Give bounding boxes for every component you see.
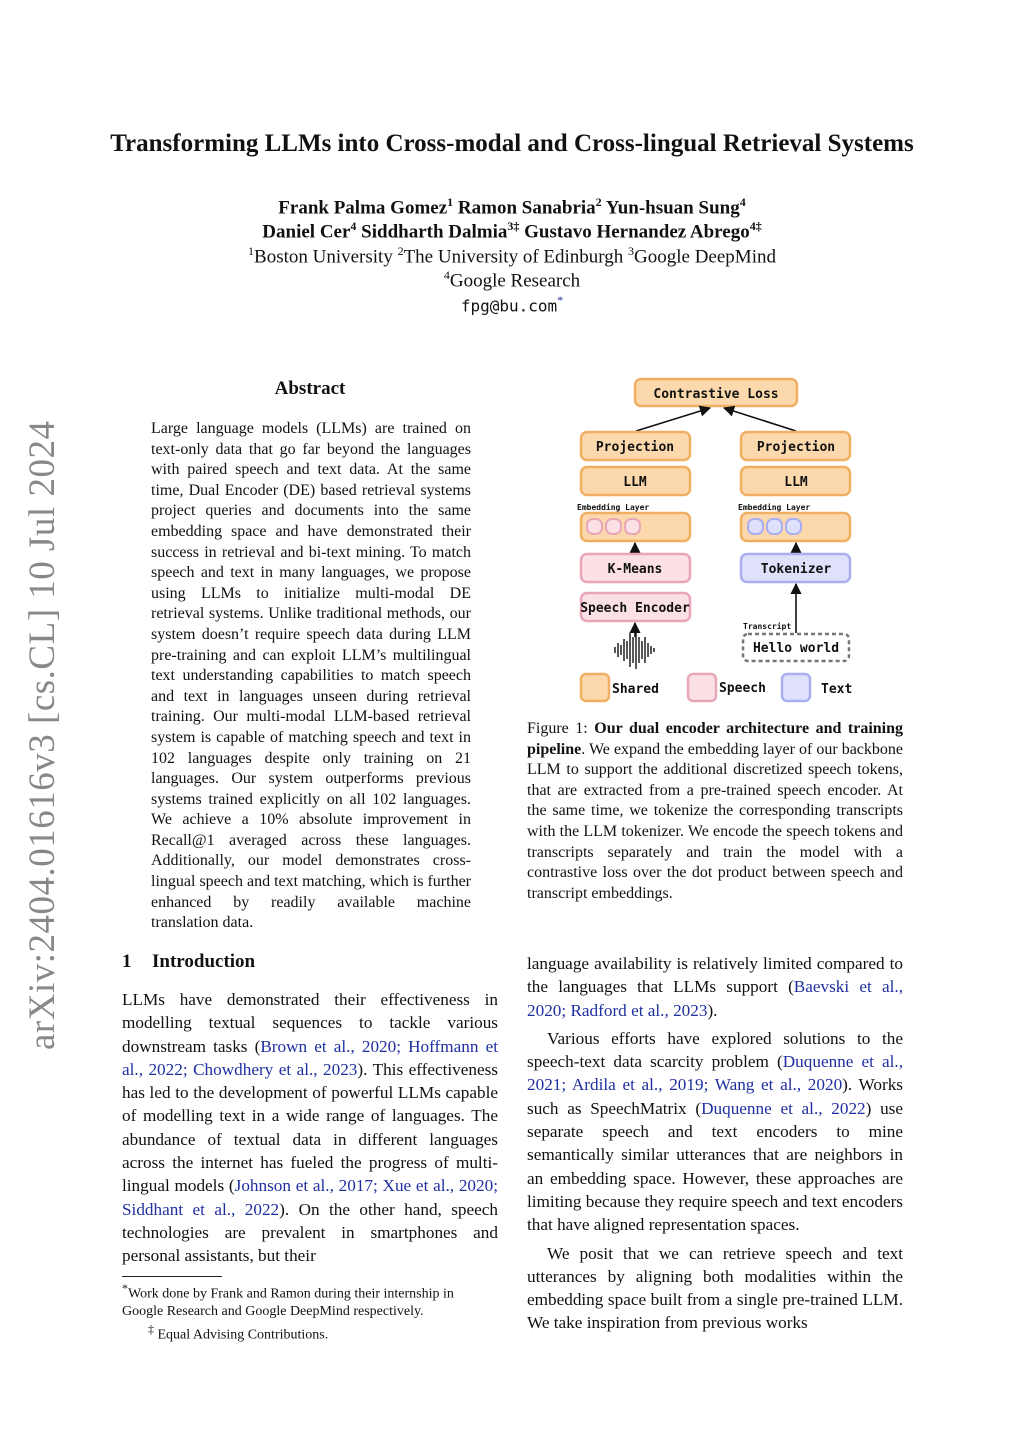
affiliations-line-2	[0, 268, 1024, 292]
citation-separator: ;	[493, 1176, 498, 1196]
embedding-layer-label-left: Embedding Layer	[577, 503, 650, 512]
footnote-1	[122, 1280, 498, 1321]
author-affil-mark: 4‡	[749, 219, 762, 233]
author-affil-mark: 4	[739, 195, 746, 209]
citation-link[interactable]: Chowdhery et al., 2023	[193, 1059, 358, 1079]
legend-speech-label: Speech	[719, 681, 766, 696]
affiliation: The University of Edinburgh	[403, 246, 624, 268]
caption-label: Figure 1:	[527, 720, 595, 737]
affiliation: Google Research	[449, 270, 581, 292]
caption-text: . We expand the embedding layer of our backbone LLM to support the additional discretized speech tokens, that are extracted from a pre-trained speech encoder. At the same time, we tokenize the corresponding transcripts with the LLM tokenizer. We encode the speech tokens and transcripts separately and train the model with a contrastive loss over the dot product between speech and transcript embeddings.	[527, 740, 903, 902]
text-token-icon	[767, 519, 782, 534]
intro-paragraph-1	[122, 988, 498, 1268]
architecture-figure	[570, 375, 870, 705]
paragraph-text: Various efforts have explored solutions to the speech-text data scarcity problem (	[527, 1028, 903, 1072]
footnote-divider	[122, 1276, 222, 1277]
citation-link[interactable]: Siddhant et al., 2022	[122, 1199, 280, 1219]
speech-encoder-label: Speech Encoder	[580, 601, 690, 616]
kmeans-label: K-Means	[607, 562, 663, 577]
legend-shared-swatch	[581, 674, 609, 701]
paragraph-text: LLMs have demonstrated their effectiveness in modelling textual sequences to tackle various downstream tasks (	[122, 990, 498, 1056]
intro-paragraph-3: We posit that we can retrieve speech and text utterances by aligning both modalities within the embedding space built from a single pre-trained LLM. We take inspiration from previous works	[527, 1243, 903, 1333]
paragraph-text: ). This effectiveness has led to the development of powerful LLMs capable of modelling text in a wide range of languages. The abundance of textual data in different languages across the internet has fueled the progress of multi-lingual models (	[122, 1059, 498, 1196]
footnote-2	[122, 1321, 498, 1344]
author-name: Ramon Sanabria	[457, 197, 596, 219]
citation-separator: ;	[703, 1075, 715, 1095]
speech-token-icon	[606, 519, 621, 534]
speech-token-icon	[587, 519, 602, 534]
intro-paragraph-2	[527, 1027, 903, 1237]
citation-link[interactable]: Radford et al., 2023	[570, 1000, 708, 1020]
llm-label-left: LLM	[623, 475, 647, 490]
email-line	[0, 293, 1024, 317]
legend-text-label: Text	[821, 682, 853, 697]
affil-mark: 2	[397, 244, 404, 258]
paragraph-text: language availability is relatively limited compared to the languages that LLMs support (	[527, 954, 903, 997]
footnote-mark[interactable]: *	[557, 293, 564, 307]
email-link[interactable]: fpg@bu.com	[460, 296, 558, 316]
affiliations-line-1	[0, 244, 1024, 268]
author-name: Yun-hsuan Sung	[605, 197, 740, 219]
caption-title: Our dual encoder architecture and training pipeline	[527, 720, 904, 758]
intro-paragraph-1-continued	[527, 952, 903, 1022]
authors-line-1	[0, 195, 1024, 219]
citation-separator: ;	[373, 1176, 383, 1196]
citation-link[interactable]: Wang et al., 2020	[714, 1075, 843, 1095]
figure-caption	[527, 719, 903, 904]
legend-text-swatch	[782, 674, 810, 701]
legend-shared-label: Shared	[612, 682, 659, 697]
projection-label-right: Projection	[756, 440, 836, 455]
author-affil-mark: 3‡	[507, 219, 520, 233]
transcript-text: Hello world	[752, 641, 840, 656]
citation-link[interactable]: Baevski et al., 2020	[527, 977, 903, 1020]
paragraph-text: ).	[707, 1000, 718, 1020]
author-affil-mark: 1	[447, 195, 454, 209]
authors-line-2	[0, 219, 1024, 243]
abstract-heading: Abstract	[274, 378, 346, 399]
citation-separator: ;	[561, 1075, 572, 1095]
citation-separator: ;	[561, 1000, 571, 1020]
author-affil-mark: 4	[350, 219, 357, 233]
citation-separator: ;	[182, 1059, 194, 1079]
footnotes	[122, 1280, 498, 1344]
paper-title: Transforming LLMs into Cross-modal and Cross-lingual Retrieval Systems	[110, 130, 914, 157]
citation-link[interactable]: Johnson et al., 2017	[234, 1176, 374, 1196]
projection-label-left: Projection	[595, 440, 675, 455]
author-name: Gustavo Hernandez Abrego	[524, 221, 750, 243]
affil-mark: 4	[443, 268, 450, 282]
author-affil-mark: 2	[595, 195, 602, 209]
section-heading	[122, 951, 498, 973]
affil-mark: 1	[248, 244, 255, 258]
tokenizer-label: Tokenizer	[760, 562, 832, 577]
paragraph-text: ). Works such as SpeechMatrix (	[527, 1075, 903, 1118]
text-token-icon	[748, 519, 763, 534]
author-name: Siddharth Dalmia	[361, 221, 508, 243]
contrastive-loss-label: Contrastive Loss	[653, 387, 779, 402]
legend-speech-swatch	[688, 674, 716, 701]
abstract-text: Large language models (LLMs) are trained on text-only data that go far beyond the languages with paired speech and text data. At the same time, Dual Encoder (DE) based retrieval systems project queries and documents into the same embedding space and have demonstrated their success in retrieval and bi-text mining. To match speech and text in many languages, we propose using LLMs to initialize multi-modal DE retrieval systems. Unlike traditional methods, our system doesn’t require speech data during LLM pre-training and can exploit LLM’s multilingual text understanding capabilities to match speech and text in languages unseen during retrieval training. Our multi-modal LLM-based retrieval system is capable of matching speech and text in 102 languages despite only training on 21 languages. Our system outperforms previous systems trained explicitly on all 102 languages. We achieve a 10% absolute improvement in Recall@1 averaged across these languages. Additionally, our model demonstrates cross-lingual speech and text matching, which is further enhanced by readily available machine translation data.	[151, 420, 471, 932]
embedding-layer-label-right: Embedding Layer	[738, 503, 811, 512]
footnote-mark: *	[122, 1281, 128, 1295]
arxiv-identifier: arXiv:2404.01616v3 [cs.CL] 10 Jul 2024	[22, 420, 63, 1050]
arrow	[724, 408, 796, 431]
section-title: Introduction	[152, 951, 256, 972]
paragraph-text: ) use separate speech and text encoders to mine semantically similar utterances that are neighbors in an embedding space. However, these approaches are limiting because they require speech and text encoders that have aligned representation spaces.	[527, 1098, 903, 1235]
affil-mark: 3	[628, 244, 635, 258]
citation-link[interactable]: Hoffmann et al., 2022	[122, 1036, 498, 1079]
paragraph-text: ). On the other hand, speech technologies are prevalent in smartphones and personal assistants, but their	[122, 1199, 499, 1266]
affiliation: Boston University	[254, 246, 393, 268]
footnote-mark: ‡	[148, 1321, 154, 1336]
footnote-text: Equal Advising Contributions.	[154, 1327, 329, 1343]
citation-link[interactable]: Brown et al., 2020	[260, 1036, 397, 1056]
speech-token-icon	[625, 519, 640, 534]
citation-link[interactable]: Xue et al., 2020	[382, 1176, 494, 1196]
author-name: Daniel Cer	[262, 221, 351, 243]
author-name: Frank Palma Gomez	[278, 197, 448, 219]
llm-label-right: LLM	[784, 475, 808, 490]
text-token-icon	[786, 519, 801, 534]
citation-separator: ;	[396, 1036, 409, 1056]
section-number: 1	[122, 951, 132, 972]
transcript-label: Transcript	[743, 622, 792, 631]
right-column-text	[527, 952, 903, 1340]
citation-link[interactable]: Duquenne et al., 2022	[701, 1098, 866, 1118]
citation-link[interactable]: Ardila et al., 2019	[571, 1075, 704, 1095]
affiliation: Google DeepMind	[634, 246, 776, 268]
citation-link[interactable]: Duquenne et al., 2021	[527, 1052, 903, 1095]
footnote-text: Work done by Frank and Ramon during their internship in Google Research and Google DeepMind respectively.	[122, 1286, 454, 1320]
arrow	[636, 408, 710, 431]
